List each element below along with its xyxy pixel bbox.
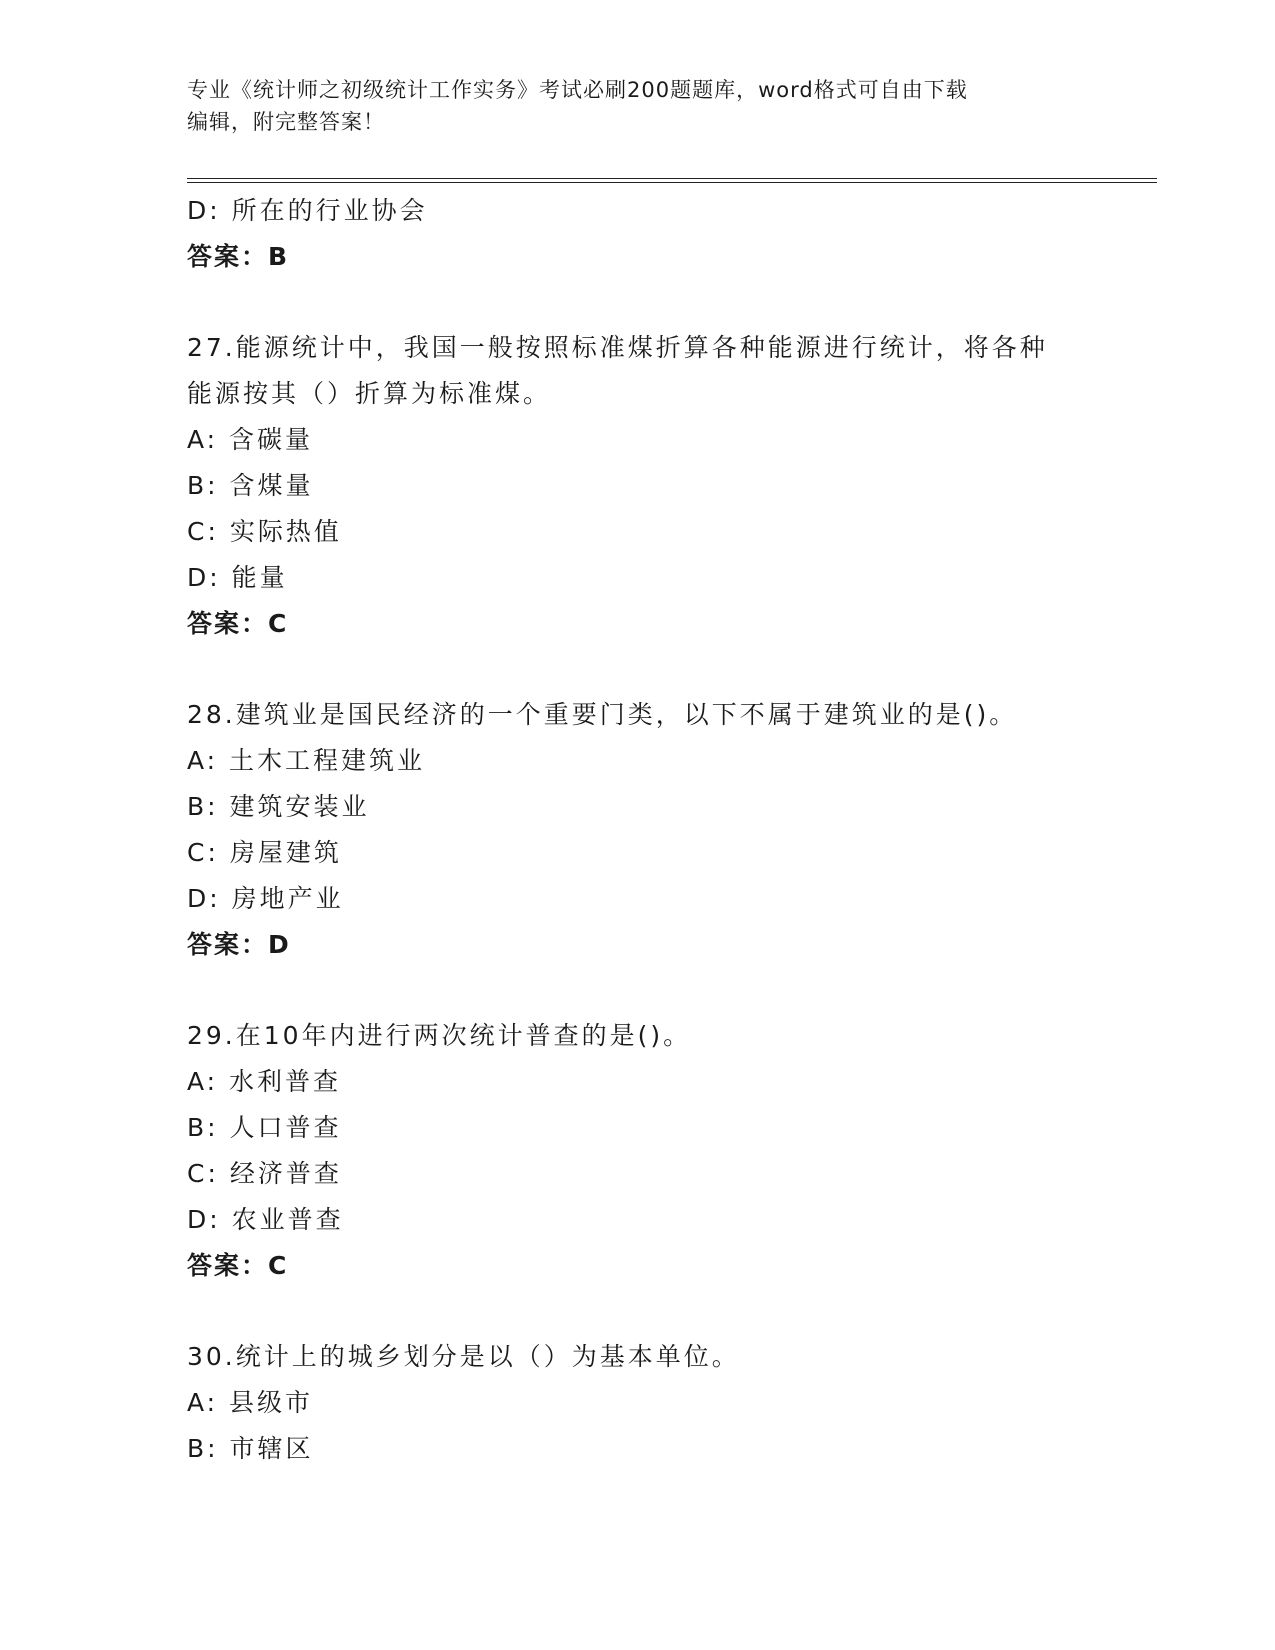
- option-line: A: 水利普查: [187, 1067, 342, 1096]
- answer-line: 答案：D: [187, 930, 291, 959]
- option-line: A: 含碳量: [187, 425, 314, 454]
- question-text: 27.能源统计中，我国一般按照标准煤折算各种能源进行统计，将各种: [187, 333, 1048, 362]
- option-line: A: 县级市: [187, 1388, 314, 1417]
- option-line: B: 人口普查: [187, 1113, 342, 1142]
- option-line: B: 建筑安装业: [187, 792, 370, 821]
- question-text: 28.建筑业是国民经济的一个重要门类，以下不属于建筑业的是()。: [187, 700, 1018, 729]
- option-line: C: 经济普查: [187, 1159, 342, 1188]
- question-block: [187, 1013, 1087, 1289]
- question-list: [187, 188, 1087, 1472]
- option-line: B: 市辖区: [187, 1434, 314, 1463]
- document-header: [187, 74, 1087, 138]
- answer-line: 答案：C: [187, 609, 289, 638]
- header-double-rule: [187, 178, 1157, 183]
- option-line: B: 含煤量: [187, 471, 314, 500]
- question-block: [187, 692, 1087, 968]
- header-line-1: 专业《统计师之初级统计工作实务》考试必刷200题题库，word格式可自由下载: [187, 78, 968, 102]
- option-line: A: 土木工程建筑业: [187, 746, 426, 775]
- answer-line: 答案：C: [187, 1251, 289, 1280]
- answer-line: 答案：B: [187, 242, 290, 271]
- header-line-2: 编辑，附完整答案！: [187, 110, 385, 134]
- question-text: 能源按其（）折算为标准煤。: [187, 379, 552, 408]
- option-line: C: 实际热值: [187, 517, 342, 546]
- option-line: D: 房地产业: [187, 884, 344, 913]
- question-text: 29.在10年内进行两次统计普查的是()。: [187, 1021, 692, 1050]
- question-block: [187, 325, 1087, 647]
- option-line: D: 农业普查: [187, 1205, 344, 1234]
- option-line: C: 房屋建筑: [187, 838, 342, 867]
- question-block: [187, 188, 1087, 280]
- option-line: D: 所在的行业协会: [187, 196, 428, 225]
- question-text: 30.统计上的城乡划分是以（）为基本单位。: [187, 1342, 740, 1371]
- option-line: D: 能量: [187, 563, 288, 592]
- question-block: [187, 1334, 1087, 1472]
